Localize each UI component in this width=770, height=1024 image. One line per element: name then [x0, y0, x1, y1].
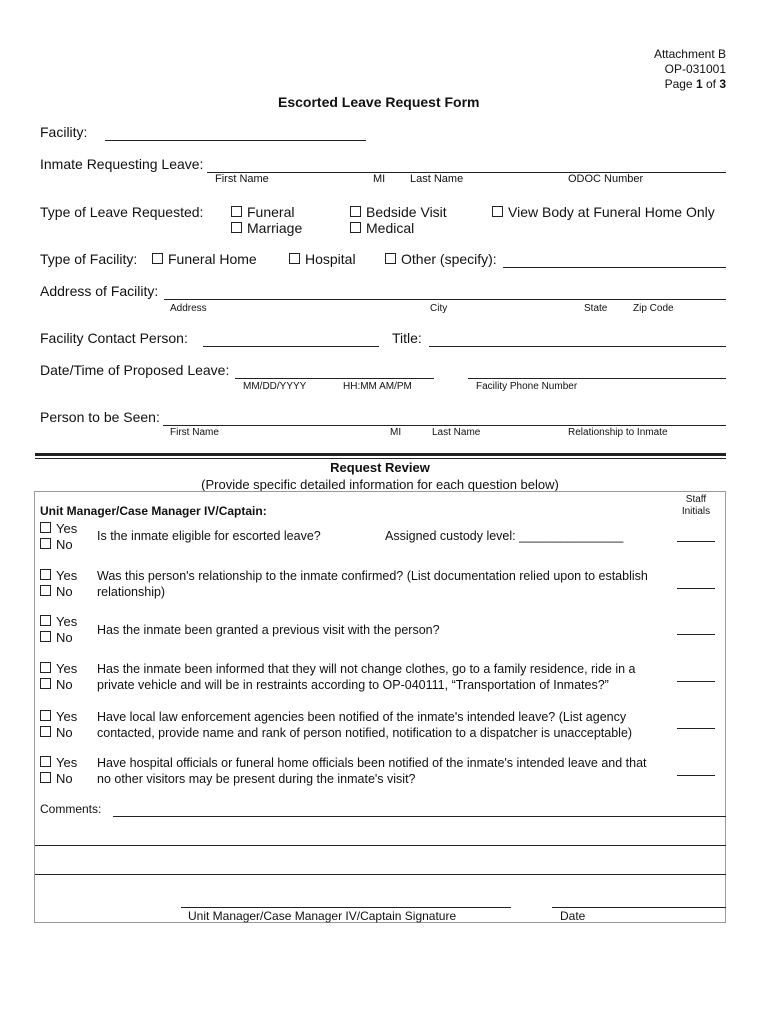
- checkbox-icon[interactable]: [40, 585, 51, 596]
- zip-caption: Zip Code: [633, 303, 674, 314]
- q4-yes[interactable]: Yes: [40, 661, 77, 676]
- facility-field[interactable]: [105, 140, 366, 141]
- checkbox-icon[interactable]: [40, 710, 51, 721]
- staff-initials-header: Staff Initials: [681, 494, 711, 517]
- section-label: Unit Manager/Case Manager IV/Captain:: [40, 504, 267, 518]
- q5-yes[interactable]: Yes: [40, 709, 77, 724]
- q3-yes[interactable]: Yes: [40, 614, 77, 629]
- section-divider: [35, 453, 726, 456]
- comments-line-3[interactable]: [35, 874, 726, 875]
- checkbox-icon[interactable]: [492, 206, 503, 217]
- leave-bedside-option[interactable]: Bedside Visit: [350, 204, 447, 220]
- signature-label: Unit Manager/Case Manager IV/Captain Signature: [188, 909, 457, 923]
- datetime-label: Date/Time of Proposed Leave:: [40, 362, 230, 378]
- review-title: Request Review: [330, 460, 430, 475]
- q2-initials-field[interactable]: [677, 588, 715, 589]
- inmate-mi-caption: MI: [373, 173, 386, 185]
- comments-line-2[interactable]: [35, 845, 726, 846]
- q2-no[interactable]: No: [40, 584, 73, 599]
- checkbox-icon[interactable]: [40, 678, 51, 689]
- document-header: [654, 47, 726, 92]
- checkbox-icon[interactable]: [40, 569, 51, 580]
- inmate-odoc-caption: ODOC Number: [568, 173, 644, 185]
- checkbox-icon[interactable]: [40, 726, 51, 737]
- address-field[interactable]: [164, 299, 726, 300]
- contact-label: Facility Contact Person:: [40, 330, 188, 346]
- custody-level-field[interactable]: Assigned custody level: _______________: [385, 529, 624, 543]
- checkbox-icon[interactable]: [289, 253, 300, 264]
- address-caption: Address: [170, 303, 207, 314]
- facility-type-label: Type of Facility:: [40, 251, 138, 267]
- leave-medical-option[interactable]: Medical: [350, 220, 414, 236]
- question-6: Have hospital officials or funeral home officials been notified of the inmate's intended leave and that no other visitors may be present during the inmate's visit?: [97, 756, 647, 786]
- document-code: OP-031001: [664, 62, 726, 76]
- state-caption: State: [584, 303, 608, 314]
- facility-other-option[interactable]: Other (specify):: [385, 251, 497, 267]
- facility-other-field[interactable]: [503, 267, 726, 268]
- comments-line-1[interactable]: [113, 816, 726, 817]
- inmate-field[interactable]: [207, 172, 726, 173]
- review-subtitle: (Provide specific detailed information for each question below): [201, 477, 559, 492]
- q1-no[interactable]: No: [40, 537, 73, 552]
- time-caption: HH:MM AM/PM: [343, 381, 412, 392]
- q5-initials-field[interactable]: [677, 728, 715, 729]
- facility-hospital-option[interactable]: Hospital: [289, 251, 356, 267]
- phone-field[interactable]: [468, 378, 726, 379]
- person-mi-caption: MI: [390, 427, 402, 438]
- person-label: Person to be Seen:: [40, 409, 160, 425]
- checkbox-icon[interactable]: [385, 253, 396, 264]
- question-2: Was this person's relationship to the inmate confirmed? (List documentation relied upon to establish relationship): [97, 569, 648, 599]
- leave-funeral-option[interactable]: Funeral: [231, 204, 294, 220]
- city-caption: City: [430, 303, 448, 314]
- q5-no[interactable]: No: [40, 725, 73, 740]
- address-label: Address of Facility:: [40, 283, 159, 299]
- q2-yes[interactable]: Yes: [40, 568, 77, 583]
- signature-field[interactable]: [181, 907, 511, 908]
- inmate-last-name-caption: Last Name: [410, 173, 464, 185]
- q1-initials-field[interactable]: [677, 541, 715, 542]
- relationship-caption: Relationship to Inmate: [568, 427, 668, 438]
- checkbox-icon[interactable]: [40, 538, 51, 549]
- facility-funeral-home-option[interactable]: Funeral Home: [152, 251, 257, 267]
- checkbox-icon[interactable]: [350, 206, 361, 217]
- facility-label: Facility:: [40, 124, 88, 140]
- q4-no[interactable]: No: [40, 677, 73, 692]
- person-field[interactable]: [163, 425, 726, 426]
- leave-marriage-option[interactable]: Marriage: [231, 220, 302, 236]
- date-field[interactable]: [552, 907, 726, 908]
- checkbox-icon[interactable]: [231, 222, 242, 233]
- question-3: Has the inmate been granted a previous visit with the person?: [97, 623, 440, 637]
- person-last-name-caption: Last Name: [432, 427, 481, 438]
- checkbox-icon[interactable]: [40, 615, 51, 626]
- title-field[interactable]: [429, 346, 726, 347]
- checkbox-icon[interactable]: [152, 253, 163, 264]
- phone-caption: Facility Phone Number: [476, 381, 578, 392]
- question-5: Have local law enforcement agencies been notified of the inmate's intended leave? (List agency contacted, provide name and rank of person notified, notification to a dispatcher is unacceptable): [97, 710, 633, 740]
- person-first-name-caption: First Name: [170, 427, 219, 438]
- review-box: [34, 491, 726, 923]
- q3-initials-field[interactable]: [677, 634, 715, 635]
- datetime-field[interactable]: [235, 378, 434, 379]
- comments-label: Comments:: [40, 802, 102, 816]
- date-caption: MM/DD/YYYY: [243, 381, 307, 392]
- inmate-first-name-caption: First Name: [215, 173, 269, 185]
- form-title: Escorted Leave Request Form: [278, 94, 480, 110]
- inmate-label: Inmate Requesting Leave:: [40, 156, 204, 172]
- checkbox-icon[interactable]: [350, 222, 361, 233]
- page-indicator: Page 1 of 3: [664, 77, 726, 91]
- q1-yes[interactable]: Yes: [40, 521, 77, 536]
- checkbox-icon[interactable]: [231, 206, 242, 217]
- date-label: Date: [560, 909, 586, 923]
- question-1: Is the inmate eligible for escorted leave?: [97, 529, 321, 543]
- q6-yes[interactable]: Yes: [40, 755, 77, 770]
- attachment-label: Attachment B: [653, 47, 726, 61]
- leave-type-label: Type of Leave Requested:: [40, 204, 204, 220]
- q4-initials-field[interactable]: [677, 681, 715, 682]
- section-divider-thin: [35, 458, 726, 459]
- title-label: Title:: [392, 330, 422, 346]
- checkbox-icon[interactable]: [40, 756, 51, 767]
- q6-no[interactable]: No: [40, 771, 73, 786]
- q3-no[interactable]: No: [40, 630, 73, 645]
- q6-initials-field[interactable]: [677, 775, 715, 776]
- checkbox-icon[interactable]: [40, 772, 51, 783]
- contact-field[interactable]: [203, 346, 379, 347]
- checkbox-icon[interactable]: [40, 522, 51, 533]
- checkbox-icon[interactable]: [40, 631, 51, 642]
- question-4: Has the inmate been informed that they will not change clothes, go to a family residence, ride in a private vehicle and will be in restraints according to OP-040111, “Transportation of Inmates?”: [97, 662, 636, 692]
- checkbox-icon[interactable]: [40, 662, 51, 673]
- leave-view-body-option[interactable]: View Body at Funeral Home Only: [492, 204, 715, 220]
